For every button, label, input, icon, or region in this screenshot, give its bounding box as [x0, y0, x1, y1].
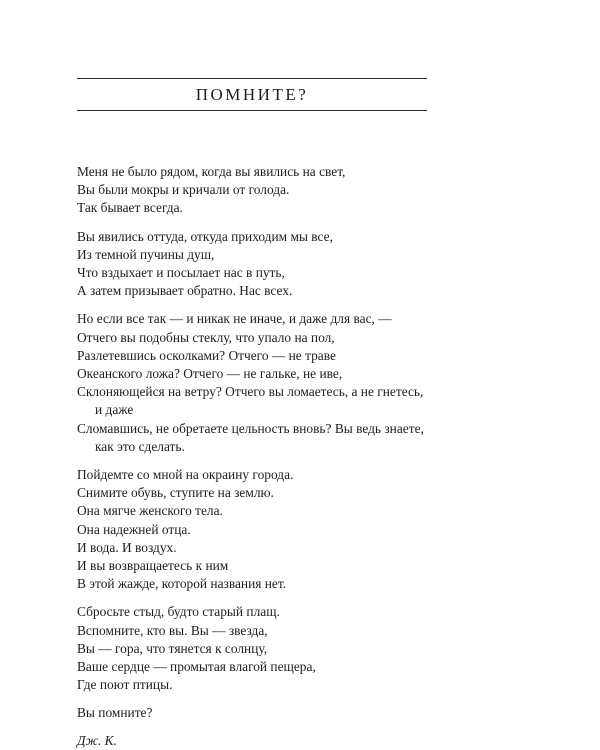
poem-line: Склоняющейся на ветру? Отчего вы ломаетесь, а не гнетесь, — [77, 384, 424, 400]
poem-line-continuation: и даже — [95, 402, 134, 418]
poem-line: Ваше сердце — промытая влагой пещера, — [77, 659, 316, 675]
poem-line: Из темной пучины душ, — [77, 246, 215, 262]
poem-line: Снимите обувь, ступите на землю. — [77, 485, 274, 501]
poem-line: Она мягче женского тела. — [77, 503, 223, 519]
poem-line: Разлетевшись осколками? Отчего — не траве — [77, 347, 336, 363]
title-top-rule — [77, 78, 427, 79]
poem-stanza — [77, 603, 407, 694]
poem-line: Сбросьте стыд, будто старый плащ. — [77, 604, 280, 620]
title-bottom-rule — [77, 110, 427, 111]
poem-line: Сломавшись, не обретаете цельность вновь? Вы ведь знаете, — [77, 420, 424, 436]
poem-line: Вспомните, кто вы. Вы — звезда, — [77, 622, 268, 638]
poem-line: Но если все так — и никак не иначе, и даже для вас, — — [77, 311, 392, 327]
poem-line: Океанского ложа? Отчего — не гальке, не иве, — [77, 366, 343, 382]
author-signature: Дж. К. — [77, 732, 117, 748]
poem-line: А затем призывает обратно. Нас всех. — [77, 283, 293, 299]
poem-line: Отчего вы подобны стеклу, что упало на пол, — [77, 329, 335, 345]
poem-line: Что вздыхает и посылает нас в путь, — [77, 265, 285, 281]
poem-stanza — [77, 163, 407, 218]
poem-line-continuation: как это сделать. — [95, 438, 185, 454]
page-title: ПОМНИТЕ? — [195, 85, 309, 104]
poem-line: В этой жажде, которой названия нет. — [77, 576, 287, 592]
poem-line: Где поют птицы. — [77, 677, 173, 693]
poem-line: Меня не было рядом, когда вы явились на свет, — [77, 164, 346, 179]
poem-stanza — [77, 228, 407, 301]
poem-stanza — [77, 310, 424, 456]
poem-line: Она надежней отца. — [77, 521, 191, 537]
poem-line: Вы были мокры и кричали от голода. — [77, 182, 290, 198]
poem-line: Вы явились оттуда, откуда приходим мы все, — [77, 228, 333, 244]
poem-line: Вы — гора, что тянется к солнцу, — [77, 640, 268, 656]
poem-stanza — [77, 466, 407, 593]
poem-line: Пойдемте со мной на окраину города. — [77, 467, 294, 483]
poem-body — [77, 163, 424, 750]
poem-stanzas — [77, 163, 424, 694]
poem-line: Так бывает всегда. — [77, 200, 183, 216]
poem-line: И вы возвращаетесь к ним — [77, 558, 229, 574]
poem-line: И вода. И воздух. — [77, 539, 177, 555]
poem-closing-line: Вы помните? — [77, 705, 153, 721]
